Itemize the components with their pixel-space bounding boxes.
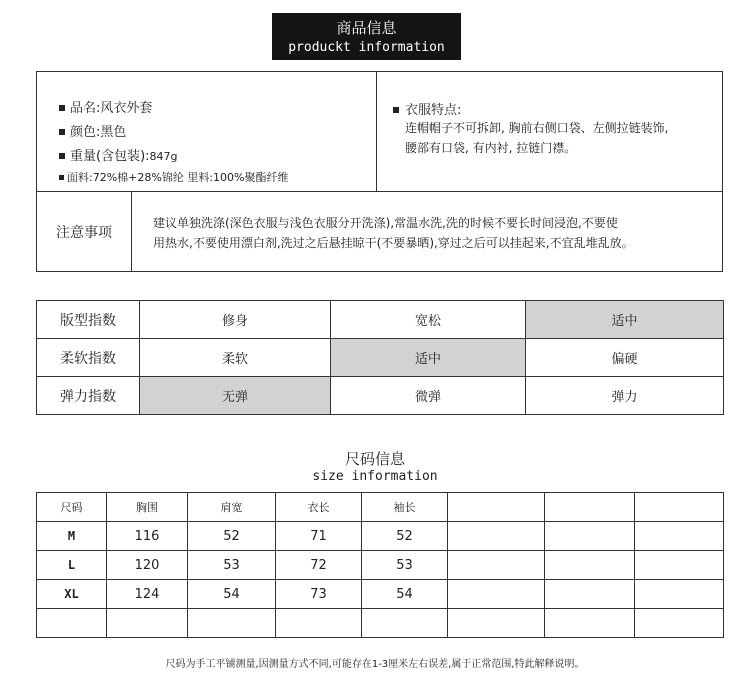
size-label-cell: M bbox=[37, 522, 107, 551]
square-bullet-icon bbox=[59, 153, 65, 159]
empty-cell bbox=[635, 609, 724, 638]
measurement-cell: 52 bbox=[188, 522, 276, 551]
index-row bbox=[37, 301, 724, 339]
empty-cell bbox=[635, 522, 724, 551]
index-option-selected: 适中 bbox=[331, 339, 526, 377]
table-row bbox=[37, 522, 724, 551]
empty-cell bbox=[448, 551, 545, 580]
index-option-selected: 适中 bbox=[526, 301, 724, 339]
size-label-cell: L bbox=[37, 551, 107, 580]
table-row bbox=[37, 580, 724, 609]
measurement-cell: 73 bbox=[276, 580, 362, 609]
attr-name: 品名:风衣外套 bbox=[59, 97, 152, 116]
size-table-header-row bbox=[37, 493, 724, 522]
empty-cell bbox=[635, 493, 724, 522]
empty-cell bbox=[107, 609, 188, 638]
empty-cell bbox=[448, 493, 545, 522]
attributes-panel bbox=[37, 72, 377, 191]
index-option: 偏硬 bbox=[526, 339, 724, 377]
index-row-label: 版型指数 bbox=[37, 301, 140, 339]
size-info-title: 尺码信息 bbox=[344, 450, 405, 468]
measurement-cell: 53 bbox=[188, 551, 276, 580]
empty-cell bbox=[545, 522, 635, 551]
measurement-cell: 54 bbox=[362, 580, 448, 609]
empty-cell bbox=[635, 551, 724, 580]
measurement-cell: 72 bbox=[276, 551, 362, 580]
empty-cell bbox=[635, 580, 724, 609]
features-text: 连帽帽子不可拆卸, 胸前右侧口袋、左侧拉链装饰, 腰部有口袋, 有内衬, 拉链门襟。 bbox=[405, 121, 669, 155]
measurement-cell: 116 bbox=[107, 522, 188, 551]
empty-cell bbox=[37, 609, 107, 638]
product-info-title: 商品信息 bbox=[336, 19, 397, 37]
square-bullet-icon bbox=[59, 175, 64, 180]
empty-cell bbox=[545, 551, 635, 580]
square-bullet-icon bbox=[393, 107, 399, 113]
size-label-cell: XL bbox=[37, 580, 107, 609]
index-option: 柔软 bbox=[140, 339, 331, 377]
square-bullet-icon bbox=[59, 105, 65, 111]
empty-cell bbox=[545, 493, 635, 522]
measurement-cell: 52 bbox=[362, 522, 448, 551]
features-panel bbox=[377, 72, 722, 191]
index-row bbox=[37, 377, 724, 415]
size-footnote: 尺码为手工平铺测量,因测量方式不同,可能存在1-3厘米左右误差,属于正常范围,特此解释说明。 bbox=[165, 659, 585, 670]
size-column-header: 肩宽 bbox=[188, 493, 276, 522]
info-top-section bbox=[37, 72, 722, 192]
measurement-cell: 53 bbox=[362, 551, 448, 580]
index-row-label: 弹力指数 bbox=[37, 377, 140, 415]
measurement-cell: 54 bbox=[188, 580, 276, 609]
fit-index-table bbox=[36, 300, 724, 415]
care-text: 建议单独洗涤(深色衣服与浅色衣服分开洗涤),常温水洗,洗的时候不要长时间浸泡,不要使 用热水,不要使用漂白剂,洗过之后悬挂晾干(不要暴晒),穿过之后可以挂起来,不宜乱堆乱放。 bbox=[153, 216, 634, 250]
size-info-title-en: size information bbox=[312, 469, 438, 484]
empty-cell bbox=[545, 609, 635, 638]
attr-color: 颜色:黑色 bbox=[59, 121, 126, 140]
index-row-label: 柔软指数 bbox=[37, 339, 140, 377]
size-column-header: 袖长 bbox=[362, 493, 448, 522]
product-info-title-en: produckt information bbox=[288, 40, 445, 55]
table-row-empty bbox=[37, 609, 724, 638]
measurement-cell: 120 bbox=[107, 551, 188, 580]
attr-weight: 重量(含包装):847g bbox=[59, 145, 178, 164]
table-row bbox=[37, 551, 724, 580]
index-option: 微弹 bbox=[331, 377, 526, 415]
size-column-header: 胸围 bbox=[107, 493, 188, 522]
attr-material: 面料:72%棉+28%锦纶 里料:100%聚酯纤维 bbox=[59, 169, 288, 185]
product-info-title-box bbox=[272, 13, 461, 60]
size-column-header: 衣长 bbox=[276, 493, 362, 522]
index-row bbox=[37, 339, 724, 377]
size-column-header: 尺码 bbox=[37, 493, 107, 522]
empty-cell bbox=[545, 580, 635, 609]
index-option: 修身 bbox=[140, 301, 331, 339]
empty-cell bbox=[448, 580, 545, 609]
index-option-selected: 无弹 bbox=[140, 377, 331, 415]
size-table bbox=[36, 492, 724, 638]
index-option: 弹力 bbox=[526, 377, 724, 415]
empty-cell bbox=[448, 609, 545, 638]
index-option: 宽松 bbox=[331, 301, 526, 339]
empty-cell bbox=[448, 522, 545, 551]
care-label: 注意事项 bbox=[37, 192, 132, 271]
features-title: 衣服特点: bbox=[393, 99, 461, 118]
measurement-cell: 71 bbox=[276, 522, 362, 551]
measurement-cell: 124 bbox=[107, 580, 188, 609]
empty-cell bbox=[276, 609, 362, 638]
size-info-heading bbox=[0, 450, 750, 486]
empty-cell bbox=[188, 609, 276, 638]
product-info-box bbox=[36, 71, 723, 272]
empty-cell bbox=[362, 609, 448, 638]
square-bullet-icon bbox=[59, 129, 65, 135]
